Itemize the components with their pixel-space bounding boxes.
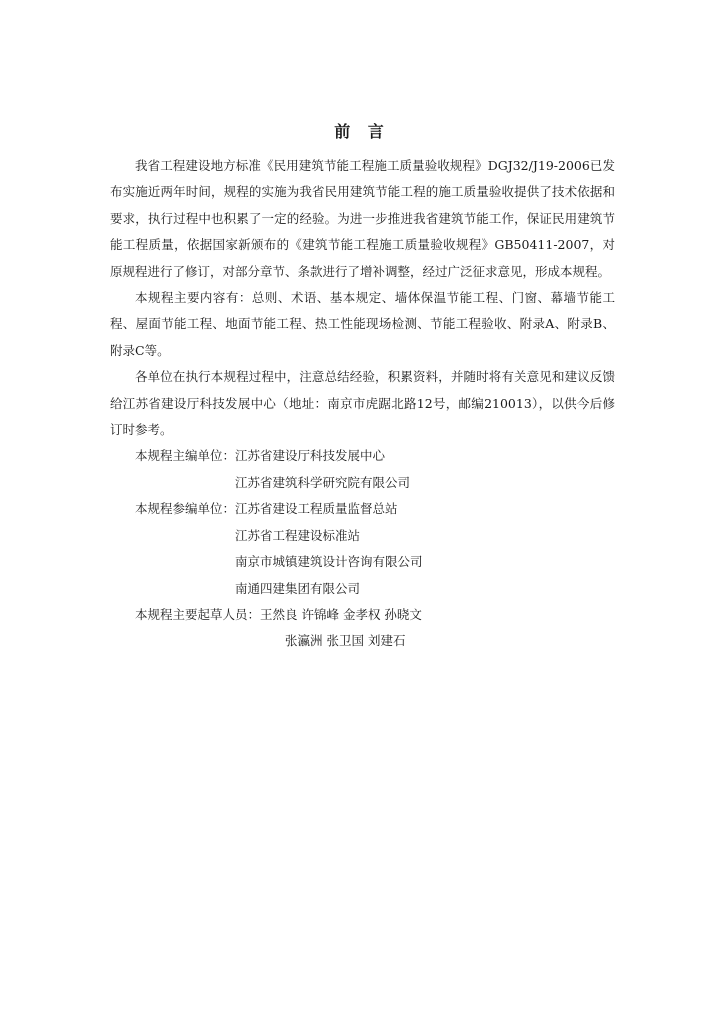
page-title: 前 言	[334, 122, 390, 141]
chief-editor-unit: 江苏省建筑科学研究院有限公司	[235, 474, 411, 490]
drafters-list	[260, 602, 615, 655]
co-editor-unit: 南通四建集团有限公司	[235, 580, 361, 596]
paragraph-intro: 我省工程建设地方标准《民用建筑节能工程施工质量验收规程》DGJ32/J19-2006已发布实施近两年时间，规程的实施为我省民用建筑节能工程的施工质量验收提供了技术依据和要求，执行过程中也积累了一定的经验。为进一步推进我省建筑节能工作，保证民用建筑节能工程质量，依据国家新颁布的《建筑节能工程施工质量验收规程》GB50411-2007，对原规程进行了修订，对部分章节、条款进行了增补调整，经过广泛征求意见，形成本规程。	[110, 158, 615, 279]
paragraph-feedback: 各单位在执行本规程过程中，注意总结经验，积累资料，并随时将有关意见和建议反馈给江苏省建设厅科技发展中心（地址：南京市虎踞北路12号，邮编210013），以供今后修订时参考。	[110, 369, 615, 438]
drafters-label: 本规程主要起草人员：	[135, 606, 261, 622]
chief-editors	[110, 443, 615, 496]
drafters-line: 张瀛洲 张卫国 刘建石	[285, 633, 406, 649]
drafters-line: 王然良 许锦峰 金孝权 孙晓文	[260, 606, 422, 622]
co-editor-unit: 江苏省建设工程质量监督总站	[235, 501, 398, 517]
chief-editor-unit: 江苏省建设厅科技发展中心	[235, 448, 386, 464]
document-body	[110, 153, 615, 655]
co-editors	[110, 496, 615, 602]
chief-editors-label: 本规程主编单位：	[135, 448, 236, 464]
chief-editors-list	[235, 443, 615, 496]
co-editors-label: 本规程参编单位：	[135, 501, 236, 517]
co-editors-list	[235, 496, 615, 602]
drafters	[110, 602, 615, 655]
co-editor-unit: 南京市城镇建筑设计咨询有限公司	[235, 554, 423, 570]
paragraph-contents: 本规程主要内容有：总则、术语、基本规定、墙体保温节能工程、门窗、幕墙节能工程、屋面节能工程、地面节能工程、热工性能现场检测、节能工程验收、附录A、附录B、附录C等。	[110, 290, 615, 358]
co-editor-unit: 江苏省工程建设标准站	[235, 527, 361, 543]
